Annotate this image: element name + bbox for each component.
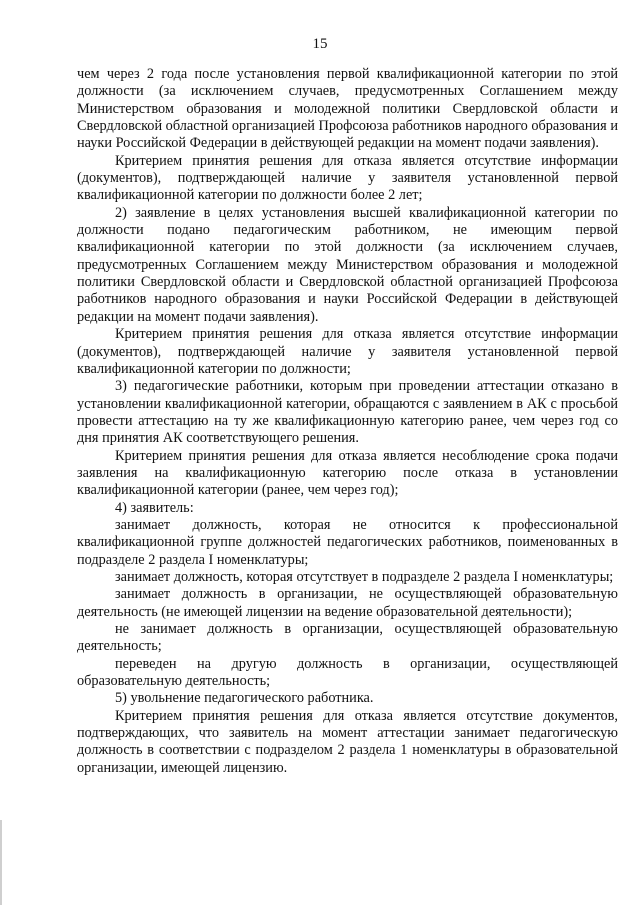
paragraph: Критерием принятия решения для отказа является отсутствие информации (документов), подтверждающей наличие у заявителя установленной первой квалификационной категории по должности;: [77, 326, 618, 377]
paragraph: не занимает должность в организации, осуществляющей образовательную деятельность;: [77, 621, 618, 655]
paragraph: Критерием принятия решения для отказа является отсутствие информации (документов), подтверждающей наличие у заявителя установленной первой квалификационной категории по должности более 2 лет;: [77, 152, 618, 204]
paragraph: занимает должность в организации, не осуществляющей образовательную деятельность (не имеющей лицензии на ведение образовательной деятельности);: [77, 586, 618, 620]
document-body: [77, 66, 618, 777]
paragraph: 5) увольнение педагогического работника.: [115, 690, 374, 707]
paragraph: 2) заявление в целях установления высшей квалификационной категории по должности подано педагогическим работником, не имеющим первой квалификационной категории по этой должности (за исключением случаев, предусмотренных Соглашением между Министерством образования и молодежной политики Свердловской области и Свердловской областной организацией Профсоюза работников народного образования и науки Российской Федерации в действующей редакции на момент подачи заявления).: [77, 204, 618, 325]
paragraph: Критерием принятия решения для отказа является несоблюдение срока подачи заявления на квалификационную категорию после отказа в установлении квалификационной категории (ранее, чем через год);: [77, 447, 618, 499]
paragraph: чем через 2 года после установления первой квалификационной категории по этой должности (за исключением случаев, предусмотренных Соглашением между Министерством образования и молодежной политики Свердловской области и Свердловской областной организацией Профсоюза работников народного образования и науки Российской Федерации в действующей редакции на момент подачи заявления).: [77, 66, 618, 152]
paragraph: 4) заявитель:: [115, 499, 194, 516]
scan-edge-shadow: [0, 820, 2, 905]
paragraph: занимает должность, которая отсутствует в подразделе 2 раздела I номенклатуры;: [115, 568, 614, 585]
paragraph: переведен на другую должность в организации, осуществляющей образовательную деятельность;: [77, 655, 618, 690]
paragraph: Критерием принятия решения для отказа является отсутствие документов, подтверждающих, что заявитель на момент аттестации занимает педагогическую должность в соответствии с подразделом 2 раздела 1 номенклатуры в образовательной организации, имеющей лицензию.: [77, 707, 618, 776]
page-number: 15: [312, 36, 328, 52]
paragraph: занимает должность, которая не относится к профессиональной квалификационной группе должностей педагогических работников, поименованных в подразделе 2 раздела I номенклатуры;: [77, 516, 618, 568]
paragraph: 3) педагогические работники, которым при проведении аттестации отказано в установлении квалификационной категории, обращаются с заявлением в АК с просьбой провести аттестацию на ту же квалификационную категорию ранее, чем через год со дня принятия АК соответствующего решения.: [77, 378, 618, 447]
